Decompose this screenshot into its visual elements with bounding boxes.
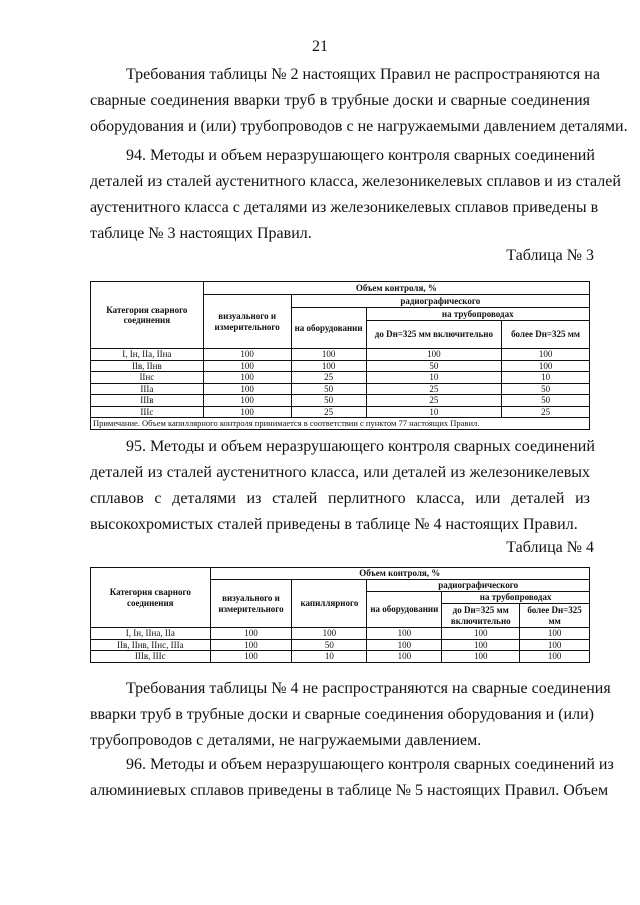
table4-upto325-header: до Dн=325 мм включительно — [442, 604, 520, 628]
table-row — [91, 406, 590, 418]
text-line: 96. Методы и объем неразрушающего контроля сварных соединений из — [126, 756, 614, 773]
row-value-cell: 100 — [502, 360, 590, 372]
table3-volume-header: Объем контроля, % — [203, 282, 589, 295]
table4-volume-header: Объем контроля, % — [210, 568, 589, 580]
paragraph-96 — [90, 752, 614, 804]
row-value-cell: 50 — [502, 395, 590, 407]
row-value-cell: 100 — [520, 639, 590, 651]
row-value-cell: 100 — [210, 628, 292, 640]
text-line: таблице № 3 настоящих Правил. — [90, 225, 312, 242]
table3-equipment-header: на оборудовании — [291, 308, 366, 349]
row-value-cell: 10 — [366, 406, 502, 418]
row-value-cell: 100 — [203, 406, 291, 418]
row-value-cell: 100 — [203, 383, 291, 395]
row-value-cell: 25 — [291, 406, 366, 418]
table-row — [91, 360, 590, 372]
paragraph-table2-note — [90, 62, 628, 140]
row-category-cell: IIв, IIнв — [91, 360, 204, 372]
table-row — [91, 372, 590, 384]
row-value-cell: 100 — [442, 639, 520, 651]
row-value-cell: 25 — [291, 372, 366, 384]
text-line: трубопроводов с деталями, не нагружаемыми давлением. — [90, 732, 482, 749]
row-category-cell: IIIв, IIIс — [91, 651, 211, 663]
row-category-cell: IIIa — [91, 383, 204, 395]
text-line: высокохромистых сталей приведены в таблице № 4 настоящих Правил. — [90, 516, 578, 533]
table4-body — [91, 628, 590, 663]
row-category-cell: I, Iн, IIa, IIна — [91, 349, 204, 361]
text-line: сварные соединения вварки труб в трубные доски и сварные соединения — [90, 92, 590, 109]
table3-pipelines-header: на трубопроводах — [366, 308, 589, 321]
table3-caption: Таблица № 3 — [506, 247, 594, 264]
row-value-cell: 100 — [291, 360, 366, 372]
table3-over325-header: более Dн=325 мм — [502, 321, 590, 349]
row-value-cell: 10 — [502, 372, 590, 384]
text-line: аустенитного класса с деталями из железоникелевых сплавов приведены в — [90, 199, 599, 216]
text-line: деталей из сталей аустенитного класса, или деталей из железоникелевых — [90, 464, 590, 481]
row-category-cell: IIнс — [91, 372, 204, 384]
table4-category-header: Категория сварного соединения — [91, 568, 211, 628]
table3-note: Примечание. Объем капиллярного контроля принимается в соответствии с пунктом 77 настоящих Правил. — [91, 418, 590, 430]
row-value-cell: 50 — [291, 395, 366, 407]
table-row — [91, 639, 590, 651]
row-value-cell: 100 — [210, 639, 292, 651]
row-value-cell: 50 — [502, 383, 590, 395]
text-line: сплавов с деталями из сталей перлитного класса, или деталей из — [90, 490, 590, 507]
row-value-cell: 10 — [292, 651, 367, 663]
table-row — [91, 628, 590, 640]
text-line: алюминиевых сплавов приведены в таблице № 5 настоящих Правил. Объем — [90, 782, 609, 799]
table-4 — [90, 567, 590, 663]
row-value-cell: 10 — [366, 372, 502, 384]
paragraph-table4-note — [90, 676, 611, 754]
row-value-cell: 25 — [366, 383, 502, 395]
table4-radiographic-header: радиографического — [367, 580, 590, 592]
table4-capillary-header: капиллярного — [292, 580, 367, 628]
table-row — [91, 395, 590, 407]
row-value-cell: 100 — [291, 349, 366, 361]
row-value-cell: 100 — [203, 372, 291, 384]
row-category-cell: IIв, IIнв, IIнс, IIIa — [91, 639, 211, 651]
row-value-cell: 100 — [367, 651, 442, 663]
text-line: 94. Методы и объем неразрушающего контроля сварных соединений — [126, 147, 595, 164]
row-value-cell: 100 — [367, 639, 442, 651]
row-value-cell: 100 — [203, 349, 291, 361]
table-row — [91, 383, 590, 395]
text-line: деталей из сталей аустенитного класса, железоникелевых сплавов и из сталей — [90, 173, 621, 190]
table4-over325-header: более Dн=325 мм — [520, 604, 590, 628]
text-line: 95. Методы и объем неразрушающего контроля сварных соединений — [126, 438, 595, 455]
table4-visual-header: визуального и измерительного — [210, 580, 292, 628]
text-line: оборудования и (или) трубопроводов с не нагружаемыми давлением деталями. — [90, 118, 628, 135]
row-category-cell: IIIв — [91, 395, 204, 407]
table3-category-header: Категория сварного соединения — [91, 282, 204, 349]
row-value-cell: 25 — [366, 395, 502, 407]
row-category-cell: IIIс — [91, 406, 204, 418]
row-value-cell: 100 — [520, 651, 590, 663]
row-value-cell: 25 — [502, 406, 590, 418]
table-row — [91, 349, 590, 361]
table4-equipment-header: на оборудовании — [367, 592, 442, 628]
paragraph-95 — [90, 434, 595, 538]
text-line: Требования таблицы № 2 настоящих Правил не распространяются на — [126, 66, 600, 83]
row-value-cell: 100 — [442, 628, 520, 640]
table3-body — [91, 349, 590, 418]
table3-upto325-header: до Dн=325 мм включительно — [366, 321, 502, 349]
row-value-cell: 100 — [210, 651, 292, 663]
paragraph-94 — [90, 143, 621, 247]
page-number: 21 — [312, 38, 328, 55]
row-value-cell: 100 — [442, 651, 520, 663]
row-value-cell: 50 — [292, 639, 367, 651]
table-3 — [90, 281, 590, 430]
table4-pipelines-header: на трубопроводах — [442, 592, 590, 604]
row-value-cell: 100 — [502, 349, 590, 361]
row-value-cell: 50 — [291, 383, 366, 395]
text-line: вварки труб в трубные доски и сварные соединения оборудования и (или) — [90, 706, 594, 723]
table4-caption: Таблица № 4 — [506, 539, 594, 556]
row-value-cell: 100 — [520, 628, 590, 640]
text-line: Требования таблицы № 4 не распространяются на сварные соединения — [126, 680, 611, 697]
row-value-cell: 100 — [203, 395, 291, 407]
row-category-cell: I, Iн, IIна, IIa — [91, 628, 211, 640]
row-value-cell: 100 — [366, 349, 502, 361]
row-value-cell: 100 — [203, 360, 291, 372]
table3-visual-header: визуального и измерительного — [203, 295, 291, 349]
row-value-cell: 50 — [366, 360, 502, 372]
table3-radiographic-header: радиографического — [291, 295, 589, 308]
row-value-cell: 100 — [292, 628, 367, 640]
row-value-cell: 100 — [367, 628, 442, 640]
table-row — [91, 651, 590, 663]
